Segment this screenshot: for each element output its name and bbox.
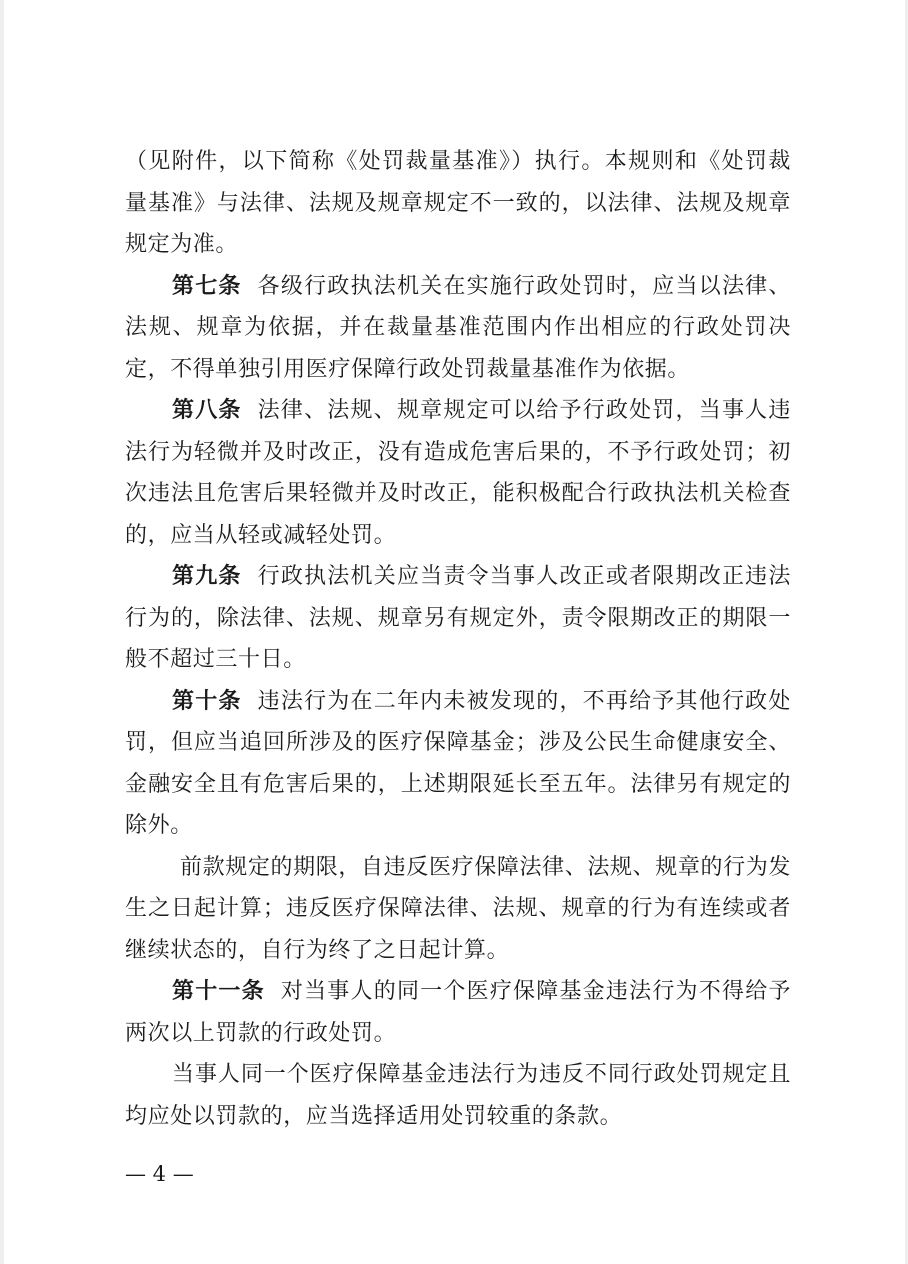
paragraph-continuation — [125, 141, 791, 266]
article-number: 第十条 — [172, 687, 242, 714]
page-number: — 4 — — [125, 1162, 194, 1186]
paragraph-text: 法律、法规、规章规定可以给予行政处罚，当事人违法行为轻微并及时改正，没有造成危害后果的，不予行政处罚；初次违法且危害后果轻微并及时改正，能积极配合行政执法机关检查的，应当从轻或减轻处罚。 — [125, 398, 791, 548]
paragraph-text: 当事人同一个医疗保障基金违法行为违反不同行政处罚规定且均应处以罚款的，应当选择适用处罚较重的条款。 — [125, 1062, 791, 1129]
paragraph-text: （见附件，以下简称《处罚裁量基准》）执行。本规则和《处罚裁量基准》与法律、法规及规章规定不一致的，以法律、法规及规章规定为准。 — [125, 149, 791, 257]
article-11-clause-2 — [125, 1054, 791, 1137]
article-number: 第八条 — [172, 397, 242, 423]
article-number: 第七条 — [172, 272, 242, 299]
article-number: 第九条 — [172, 563, 242, 589]
paragraph-text: 前款规定的期限，自违反医疗保障法律、法规、规章的行为发生之日起计算；违反医疗保障法律、法规、规章的行为有连续或者继续状态的，自行为终了之日起计算。 — [125, 854, 791, 963]
article-10 — [125, 681, 791, 847]
article-11 — [125, 971, 791, 1054]
article-10-clause-2 — [125, 847, 791, 972]
paragraph-text: 各级行政执法机关在实施行政处罚时，应当以法律、法规、规章为依据，并在裁量基准范围内作出相应的行政处罚决定，不得单独引用医疗保障行政处罚裁量基准作为依据。 — [125, 273, 791, 382]
article-9 — [125, 556, 791, 681]
page-left-edge — [0, 0, 4, 1264]
paragraph-text: 违法行为在二年内未被发现的，不再给予其他行政处罚，但应当追回所涉及的医疗保障基金；涉及公民生命健康安全、金融安全且有危害后果的，上述期限延长至五年。法律另有规定的除外。 — [125, 688, 791, 838]
document-body — [125, 141, 791, 1137]
paragraph-text: 行政执法机关应当责令当事人改正或者限期改正违法行为的，除法律、法规、规章另有规定外，责令限期改正的期限一般不超过三十日。 — [125, 564, 791, 672]
paragraph-text: 对当事人的同一个医疗保障基金违法行为不得给予两次以上罚款的行政处罚。 — [125, 979, 792, 1046]
article-8 — [125, 390, 791, 556]
article-number: 第十一条 — [172, 978, 265, 1004]
article-7 — [125, 266, 791, 391]
